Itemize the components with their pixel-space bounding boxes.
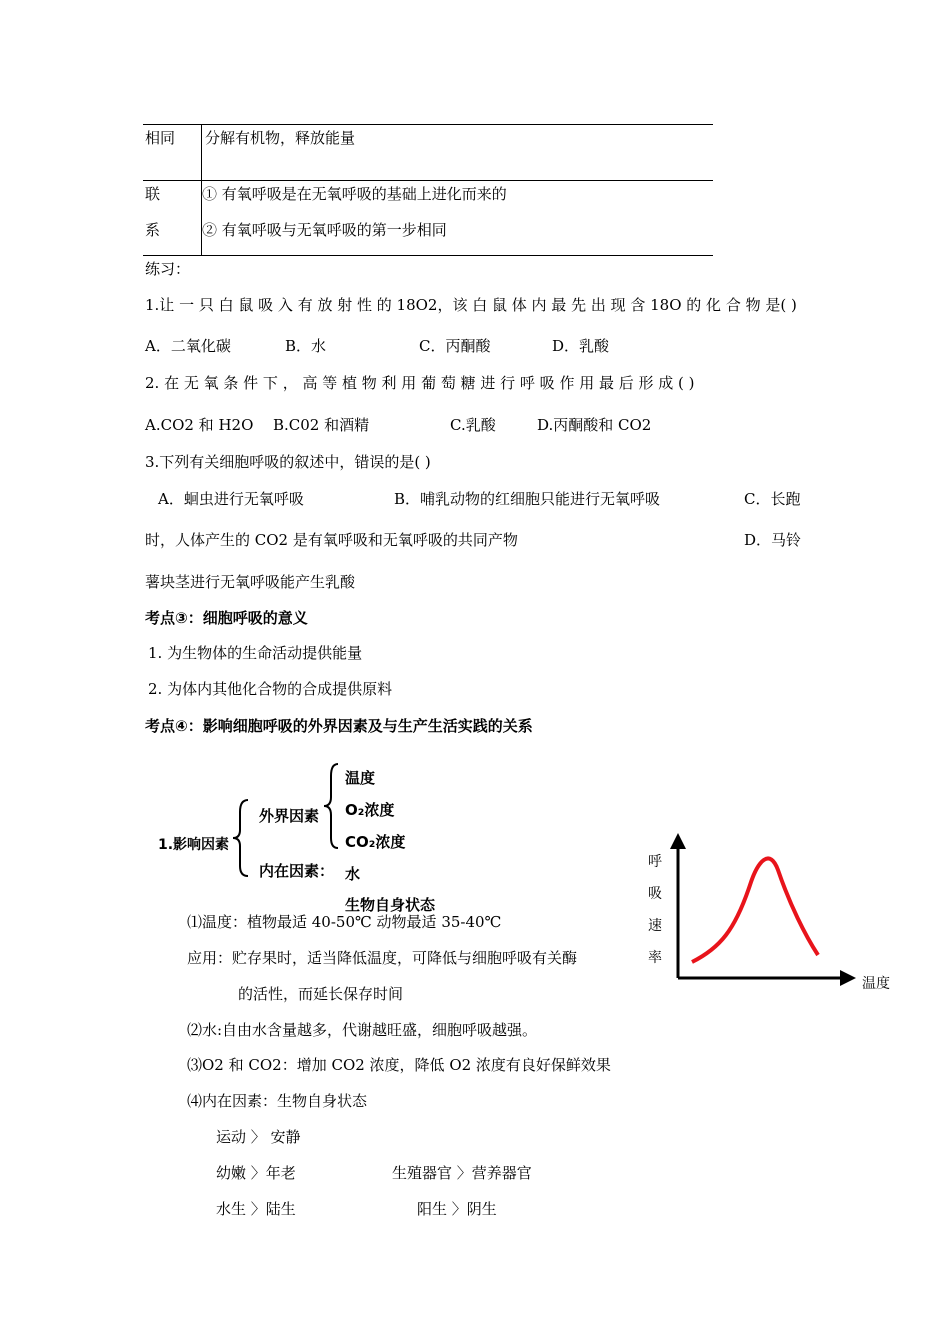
note-internal: ⑷内在因素：生物自身状态 xyxy=(187,1092,368,1110)
row-label-link: 联 系 xyxy=(143,181,202,256)
x-axis-arrow xyxy=(840,970,856,986)
q3-option-c-cont: 时，人体产生的 CO2 是有氧呼吸和无氧呼吸的共同产物 xyxy=(145,531,518,549)
question-1: 1.让 一 只 白 鼠 吸 入 有 放 射 性 的 18O2，该 白 鼠 体 内 最 先 出 现 含 18O 的 化 合 物 是( ) xyxy=(145,296,797,314)
factor-oxygen: O₂浓度 xyxy=(345,801,395,819)
note-gas: ⑶O2 和 CO2：增加 CO2 浓度，降低 O2 浓度有良好保鲜效果 xyxy=(187,1056,611,1074)
q2-option-b: B.C02 和酒精 xyxy=(273,416,370,434)
q1-option-c: C．丙酮酸 xyxy=(419,337,491,355)
q3-option-d: D．马铃 xyxy=(744,531,802,549)
x-label: 温度 xyxy=(862,976,890,992)
y-label-char-4: 率 xyxy=(648,950,662,966)
factor-temperature: 温度 xyxy=(345,769,376,787)
compare-habitat: 水生 〉陆生 xyxy=(216,1200,296,1218)
q2-option-a: A.CO2 和 H2O xyxy=(145,416,254,434)
kp4-title: 考点④：影响细胞呼吸的外界因素及与生产生活实践的关系 xyxy=(145,717,533,735)
kp3-title: 考点③：细胞呼吸的意义 xyxy=(145,609,308,627)
factor-co2: CO₂浓度 xyxy=(345,833,406,851)
y-label-char-3: 速 xyxy=(648,918,662,934)
compare-organ: 生殖器官 〉营养器官 xyxy=(392,1164,532,1182)
row-content-same: 分解有机物，释放能量 xyxy=(202,125,714,181)
q1-option-d: D．乳酸 xyxy=(552,337,610,355)
q1-option-b: B．水 xyxy=(285,337,327,355)
question-3: 3.下列有关细胞呼吸的叙述中，错误的是( ) xyxy=(145,453,431,471)
q3-option-a: A．蛔虫进行无氧呼吸 xyxy=(158,490,304,508)
q3-option-b: B．哺乳动物的红细胞只能进行无氧呼吸 xyxy=(394,490,661,508)
y-label-char-2: 吸 xyxy=(648,886,662,902)
factors-internal: 内在因素： xyxy=(259,862,335,880)
compare-light: 阳生 〉阴生 xyxy=(417,1200,497,1218)
y-axis-arrow xyxy=(670,833,686,849)
compare-activity: 运动 〉 安静 xyxy=(216,1128,301,1146)
note-application-1: 应用：贮存果时，适当降低温度，可降低与细胞呼吸有关酶 xyxy=(187,949,578,967)
note-water: ⑵水:自由水含量越多，代谢越旺盛，细胞呼吸越强。 xyxy=(187,1021,538,1039)
q3-option-d-cont: 薯块茎进行无氧呼吸能产生乳酸 xyxy=(145,573,356,591)
note-application-2: 的活性，而延长保存时间 xyxy=(238,985,404,1003)
row-content-link: ① 有氧呼吸是在无氧呼吸的基础上进化而来的 ② 有氧呼吸与无氧呼吸的第一步相同 xyxy=(202,181,714,256)
kp3-item-1: 1. 为生物体的生命活动提供能量 xyxy=(148,644,363,662)
y-label-char-1: 呼 xyxy=(648,854,662,870)
factor-internal-state: 生物自身状态 xyxy=(345,896,436,914)
kp3-item-2: 2. 为体内其他化合物的合成提供原料 xyxy=(148,680,393,698)
compare-age: 幼嫩 〉年老 xyxy=(216,1164,296,1182)
q3-option-c: C．长跑 xyxy=(744,490,801,508)
factors-external: 外界因素 xyxy=(259,807,320,825)
q2-option-d: D.丙酮酸和 CO2 xyxy=(537,416,652,434)
practice-heading: 练习： xyxy=(145,260,191,278)
q1-option-a: A．二氧化碳 xyxy=(145,337,231,355)
factor-water: 水 xyxy=(345,865,361,883)
row-label-same: 相同 xyxy=(143,125,202,181)
rate-curve xyxy=(692,858,818,962)
question-2: 2. 在 无 氧 条 件 下 ， 高 等 植 物 利 用 葡 萄 糖 进 行 呼 吸 作 用 最 后 形 成 ( ) xyxy=(145,374,695,392)
factors-root: 1.影响因素 xyxy=(158,837,230,853)
q2-option-c: C.乳酸 xyxy=(450,416,496,434)
note-temperature: ⑴温度：植物最适 40-50℃ 动物最适 35-40℃ xyxy=(187,913,502,931)
